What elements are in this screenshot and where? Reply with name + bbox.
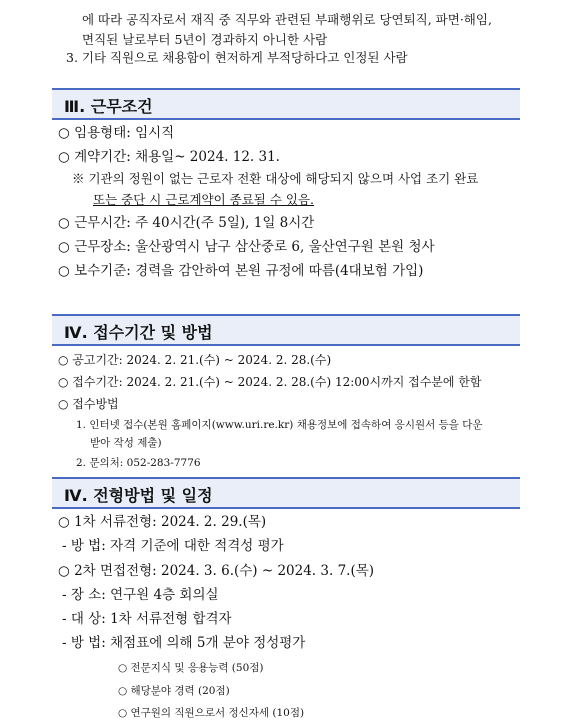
- dash-item: - 방 법: 채점표에 의해 5개 분야 정성평가: [62, 635, 306, 651]
- bullet-item: ○ 보수기준: 경력을 감안하여 본원 규정에 따름(4대보험 가입): [58, 263, 424, 279]
- section-title: Ⅲ. 근무조건: [64, 97, 153, 116]
- bullet-item: ○ 공고기간: 2024. 2. 21.(수) ~ 2024. 2. 28.(수): [58, 353, 332, 367]
- criteria-item: ○ 해당분야 경력 (20점): [118, 685, 230, 697]
- bullet-item: ○ 접수기간: 2024. 2. 21.(수) ~ 2024. 2. 28.(수) 12:00시까지 접수분에 한함: [58, 375, 482, 389]
- note-line: ※ 기관의 정원이 없는 근로자 전환 대상에 해당되지 않으며 사업 조기 완료: [72, 171, 479, 186]
- text-line: 면직된 날로부터 5년이 경과하지 아니한 사람: [82, 32, 328, 47]
- section-header-selection: [52, 477, 520, 509]
- section-header-work-conditions: [52, 88, 520, 120]
- criteria-item: ○ 연구원의 직원으로서 정신자세 (10점): [118, 707, 305, 719]
- criteria-item: ○ 전문지식 및 응용능력 (50점): [118, 662, 264, 674]
- dash-item: - 장 소: 연구원 4층 회의실: [62, 587, 219, 603]
- contact-line: 2. 문의처: 052-283-7776: [76, 457, 201, 469]
- bullet-item: ○ 접수방법: [58, 397, 119, 411]
- bullet-item: ○ 근무장소: 울산광역시 남구 삼산중로 6, 울산연구원 본원 청사: [58, 239, 435, 255]
- section-header-application: [52, 314, 520, 346]
- bullet-item: ○ 2차 면접전형: 2024. 3. 6.(수) ~ 2024. 3. 7.(목): [58, 563, 375, 579]
- dash-item: - 방 법: 자격 기준에 대한 적격성 평가: [62, 538, 284, 554]
- bullet-item: ○ 근무시간: 주 40시간(주 5일), 1일 8시간: [58, 215, 315, 231]
- note-line: 또는 중단 시 근로계약이 종료될 수 있음.: [93, 192, 315, 207]
- method-line: 1. 인터넷 접수(본원 홈페이지(www.uri.re.kr) 채용정보에 접속하여 응시원서 등을 다운: [76, 419, 483, 431]
- bullet-item: ○ 임용형태: 임시직: [58, 125, 175, 141]
- text-line: 3. 기타 직원으로 채용함이 현저하게 부적당하다고 인정된 사람: [66, 50, 408, 65]
- bullet-item: ○ 계약기간: 채용일~ 2024. 12. 31.: [58, 149, 280, 165]
- section-title: Ⅳ. 접수기간 및 방법: [64, 323, 213, 342]
- method-line: 받아 작성 제출): [90, 437, 162, 449]
- bullet-item: ○ 1차 서류전형: 2024. 2. 29.(목): [58, 514, 267, 530]
- section-title: Ⅳ. 전형방법 및 일정: [64, 486, 213, 505]
- dash-item: - 대 상: 1차 서류전형 합격자: [62, 611, 232, 627]
- text-line: 에 따라 공직자로서 재직 중 직무와 관련된 부패행위로 당연퇴직, 파면·해임,: [82, 12, 492, 27]
